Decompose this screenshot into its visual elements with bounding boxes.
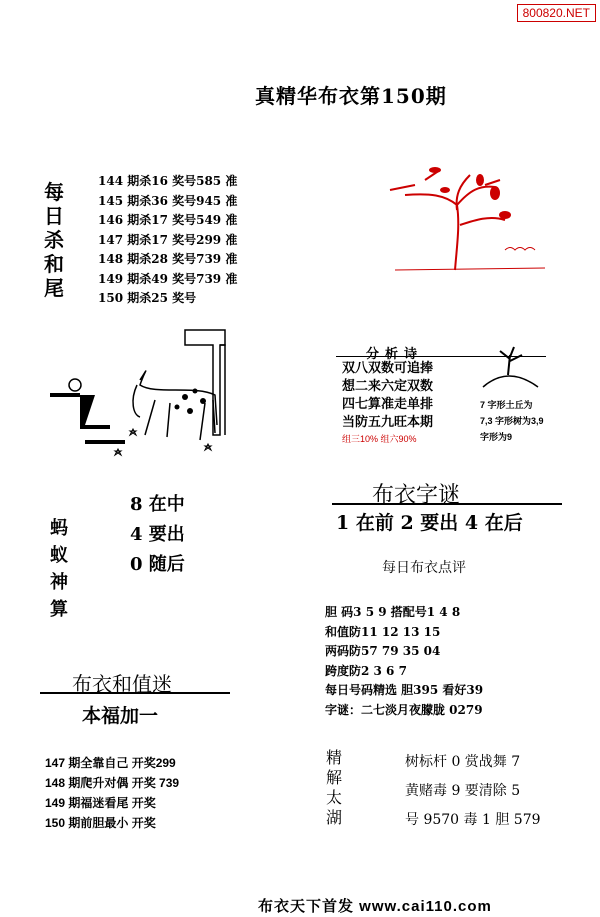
- list-item: 150 期前胆最小 开奖: [45, 816, 156, 830]
- riddle-title: 布衣字谜: [372, 483, 461, 508]
- analysis-line: 和值防11 12 13 15: [325, 624, 441, 639]
- footer: 布衣天下首发 www.cai110.com: [258, 898, 492, 915]
- ant-line: 8 在中: [130, 494, 185, 515]
- site-tag: 800820.NET: [517, 4, 596, 22]
- poem-heading: 分析诗: [366, 347, 424, 362]
- jing-line: 黄赌毒 9 要清除 5: [405, 783, 521, 799]
- tree-illustration: [385, 165, 555, 275]
- list-item: 149 期杀49 奖号739 准: [98, 271, 238, 286]
- jing-label: 精解太湖: [326, 748, 343, 827]
- daily-analysis: [325, 603, 483, 720]
- ant-label: 蚂蚁神算: [50, 518, 68, 620]
- list-item: 147 期全靠自己 开奖299: [45, 756, 176, 770]
- kill-tail-label: 每日杀和尾: [44, 180, 64, 300]
- poem-group-note: 组三10% 组六90%: [342, 434, 417, 444]
- kill-tail-list: [98, 172, 237, 309]
- poem-side-line: 7 字形土丘为: [480, 400, 533, 410]
- analysis-line: 两码防57 79 35 04: [325, 644, 441, 658]
- analysis-line: 跨度防2 3 6 7: [325, 663, 407, 678]
- prize-list: [45, 753, 179, 833]
- list-item: 149 期福迷看尾 开奖: [45, 796, 156, 810]
- list-item: 150 期杀25 奖号: [98, 291, 197, 305]
- jing-line: 号 9570 毒 1 胆 579: [405, 812, 541, 828]
- sum-riddle-subtitle: 本福加一: [82, 705, 159, 727]
- daily-title: 每日布衣点评: [382, 560, 466, 576]
- ant-line: 4 要出: [130, 524, 185, 545]
- list-item: 148 期爬升对偶 开奖 739: [45, 776, 180, 790]
- jing-line: 树标杆 0 赏战舞 7: [405, 754, 521, 770]
- poem-line: 当防五九旺本期: [342, 415, 434, 430]
- list-item: 147 期杀17 奖号299 准: [98, 232, 238, 247]
- list-item: 146 期杀17 奖号549 准: [98, 213, 238, 227]
- jing-lines: [405, 748, 541, 835]
- ant-lines: [130, 490, 185, 580]
- list-item: 144 期杀16 奖号585 准: [98, 174, 238, 188]
- list-item: 145 期杀36 奖号945 准: [98, 193, 238, 208]
- poem-line: 四七算准走单排: [342, 397, 434, 412]
- analysis-line: 胆 码3 5 9 搭配号1 4 8: [325, 605, 461, 619]
- analysis-line: 字谜：二七淡月夜朦胧 0279: [325, 702, 483, 717]
- riddle-text: 1 在前 2 要出 4 在后: [336, 512, 523, 534]
- poem-side-line: 字形为9: [480, 432, 513, 442]
- sum-riddle-title: 布衣和值迷: [72, 672, 172, 696]
- hill-tree-illustration: [478, 345, 544, 390]
- poem-side-note: [480, 397, 544, 445]
- riddle-divider: [332, 503, 562, 505]
- page-title: 真精华布衣第150期: [255, 84, 447, 108]
- list-item: 148 期杀28 奖号739 准: [98, 252, 238, 266]
- poem-line: 双八双数可追捧: [342, 361, 434, 376]
- poem-lines: [342, 360, 433, 432]
- analysis-line: 每日号码精选 胆395 看好39: [325, 683, 484, 697]
- poem-side-line: 7,3 字形树为3,9: [480, 416, 544, 426]
- sum-riddle-divider: [40, 692, 230, 694]
- ant-line: 0 随后: [130, 554, 185, 575]
- horse-illustration: [45, 325, 240, 465]
- poem-line: 想二来六定双数: [342, 379, 434, 394]
